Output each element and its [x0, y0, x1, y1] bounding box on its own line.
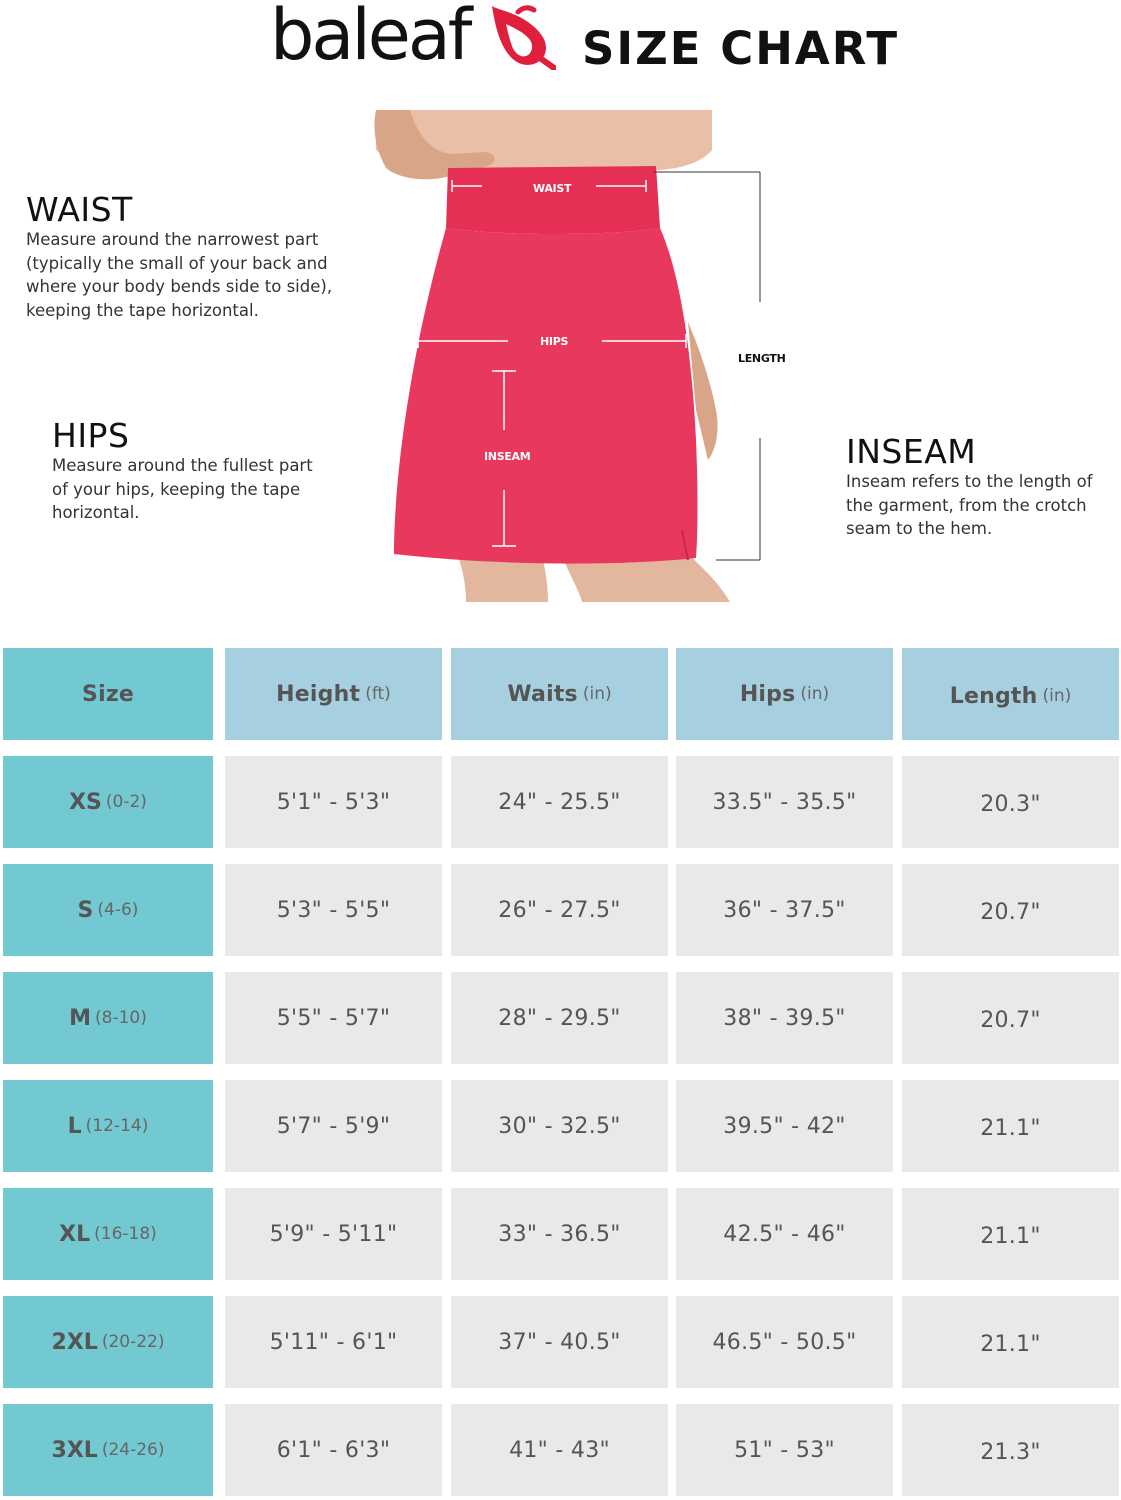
header-height: [225, 648, 442, 740]
header-hips-label: Hips: [739, 681, 796, 707]
figure-length-label: LENGTH: [738, 352, 786, 365]
waist-value: 37" - 40.5": [498, 1329, 621, 1355]
hips-value: 33.5" - 35.5": [712, 789, 857, 815]
inseam-text: Inseam refers to the length of the garment, from the crotch seam to the hem.: [846, 472, 1093, 538]
height-cell: [225, 864, 442, 956]
height-cell: [225, 1080, 442, 1172]
length-value: 20.3": [980, 791, 1041, 817]
waist-cell: [451, 1296, 668, 1388]
size-range: (4-6): [97, 900, 139, 920]
hips-cell: [676, 864, 893, 956]
height-value: 5'9" - 5'11": [269, 1221, 398, 1247]
hips-description: [52, 418, 322, 525]
size-cell: [3, 756, 213, 848]
hips-title: HIPS: [52, 416, 130, 455]
header-length: [902, 648, 1119, 740]
waist-description: [26, 192, 356, 322]
waist-cell: [451, 1080, 668, 1172]
hips-cell: [676, 1296, 893, 1388]
size-range: (24-26): [101, 1440, 165, 1460]
brand-name: baleaf: [270, 0, 470, 76]
leaf-logo-icon: [484, 2, 556, 70]
size-range: (8-10): [95, 1008, 147, 1028]
header-height-label: Height: [276, 681, 361, 707]
size-cell: [3, 864, 213, 956]
length-cell: [902, 972, 1119, 1064]
size-range: (12-14): [85, 1116, 149, 1136]
hips-value: 38" - 39.5": [723, 1005, 846, 1031]
size-cell: [3, 1404, 213, 1496]
header-waist-unit: (in): [582, 684, 612, 704]
size-label: M: [69, 1005, 92, 1031]
size-cell: [3, 972, 213, 1064]
length-value: 21.1": [980, 1223, 1041, 1249]
waist-title: WAIST: [26, 190, 133, 229]
hips-text: Measure around the fullest part of your hips, keeping the tape horizontal.: [52, 456, 313, 522]
length-cell: [902, 1188, 1119, 1280]
size-label: XL: [59, 1221, 91, 1247]
length-cell: [902, 756, 1119, 848]
height-cell: [225, 756, 442, 848]
size-cell: [3, 1188, 213, 1280]
size-label: 2XL: [51, 1329, 98, 1355]
waist-value: 26" - 27.5": [498, 897, 621, 923]
figure-hips-label: HIPS: [540, 335, 569, 348]
header-length-label: Length: [949, 683, 1038, 709]
hips-cell: [676, 1404, 893, 1496]
header-waist-label: Waits: [507, 681, 578, 707]
waist-value: 41" - 43": [509, 1437, 610, 1463]
length-cell: [902, 1296, 1119, 1388]
size-cell: [3, 1080, 213, 1172]
waist-text: Measure around the narrowest part (typically the small of your back and where your body bends side to side), keeping the tape horizontal.: [26, 230, 333, 320]
waist-cell: [451, 864, 668, 956]
height-value: 5'3" - 5'5": [276, 897, 391, 923]
hips-value: 42.5" - 46": [723, 1221, 846, 1247]
height-value: 5'11" - 6'1": [269, 1329, 398, 1355]
height-cell: [225, 1188, 442, 1280]
hips-value: 36" - 37.5": [723, 897, 846, 923]
length-value: 21.1": [980, 1331, 1041, 1357]
header-hips: [676, 648, 893, 740]
hips-value: 51" - 53": [734, 1437, 835, 1463]
size-label: XS: [69, 789, 102, 815]
length-value: 21.3": [980, 1439, 1041, 1465]
length-cell: [902, 1080, 1119, 1172]
hips-value: 46.5" - 50.5": [712, 1329, 857, 1355]
size-cell: [3, 1296, 213, 1388]
waist-value: 33" - 36.5": [498, 1221, 621, 1247]
page-title: SIZE CHART: [582, 22, 900, 75]
figure-inseam-label: INSEAM: [484, 450, 531, 463]
hips-cell: [676, 972, 893, 1064]
length-value: 20.7": [980, 899, 1041, 925]
size-range: (16-18): [94, 1224, 157, 1244]
size-range: (20-22): [101, 1332, 165, 1352]
hips-cell: [676, 1188, 893, 1280]
waist-cell: [451, 1404, 668, 1496]
height-value: 6'1" - 6'3": [276, 1437, 391, 1463]
hips-cell: [676, 1080, 893, 1172]
skirt-illustration: [370, 110, 800, 602]
waist-value: 28" - 29.5": [498, 1005, 621, 1031]
height-cell: [225, 1296, 442, 1388]
hips-value: 39.5" - 42": [723, 1113, 846, 1139]
header-waist: [451, 648, 668, 740]
hips-cell: [676, 756, 893, 848]
size-label: S: [77, 897, 94, 923]
height-value: 5'7" - 5'9": [276, 1113, 391, 1139]
waist-value: 24" - 25.5": [498, 789, 621, 815]
height-value: 5'1" - 5'3": [276, 789, 391, 815]
size-label: L: [67, 1113, 82, 1139]
waist-cell: [451, 1188, 668, 1280]
length-value: 21.1": [980, 1115, 1041, 1141]
inseam-title: INSEAM: [846, 432, 977, 471]
header: [0, 0, 1121, 90]
size-range: (0-2): [105, 792, 147, 812]
header-size-label: Size: [82, 681, 134, 707]
length-cell: [902, 864, 1119, 956]
length-value: 20.7": [980, 1007, 1041, 1033]
figure-waist-label: WAIST: [533, 182, 572, 195]
header-height-unit: (ft): [365, 684, 391, 704]
skirt-drawing: [370, 110, 800, 602]
header-hips-unit: (in): [800, 684, 830, 704]
length-cell: [902, 1404, 1119, 1496]
waist-cell: [451, 756, 668, 848]
waist-value: 30" - 32.5": [498, 1113, 621, 1139]
waist-cell: [451, 972, 668, 1064]
header-length-unit: (in): [1042, 686, 1072, 706]
height-cell: [225, 1404, 442, 1496]
header-size: [3, 648, 213, 740]
height-cell: [225, 972, 442, 1064]
size-label: 3XL: [51, 1437, 98, 1463]
inseam-description: [846, 434, 1121, 541]
height-value: 5'5" - 5'7": [276, 1005, 391, 1031]
